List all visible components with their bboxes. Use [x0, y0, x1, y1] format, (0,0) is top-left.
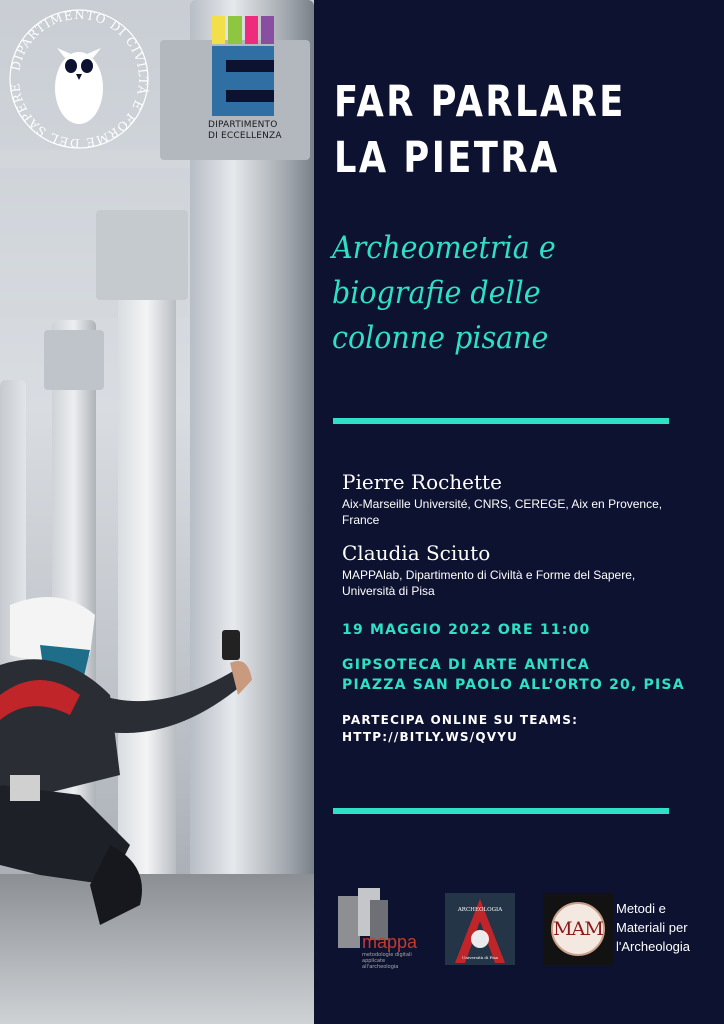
mappa-tagline: metodologie digitali applicate all'archeologia — [362, 952, 412, 970]
color-bar — [212, 16, 225, 44]
event-subtitle — [332, 226, 682, 361]
title-line: FAR PARLARE — [334, 77, 626, 127]
seal-text: DIPARTIMENTO DI CIVILTÀ E FORME DEL SAPERE — [8, 8, 150, 150]
color-bar — [261, 16, 274, 44]
mappa-logo — [334, 886, 426, 970]
climber-figure — [0, 545, 270, 965]
content-panel — [314, 0, 724, 1024]
speaker-name: Claudia Sciuto — [342, 541, 491, 565]
mam-line: Metodi e — [616, 901, 666, 916]
divider-top — [333, 418, 669, 424]
photo-panel — [0, 0, 314, 1024]
mam-logo — [543, 893, 613, 965]
venue-address: PIAZZA SAN PAOLO ALL’ORTO 20, PISA — [342, 677, 685, 693]
column-capital — [96, 210, 188, 300]
arch-label: ARCHEOLOGIA — [457, 907, 503, 913]
department-seal — [8, 8, 150, 150]
title-line: LA PIETRA — [334, 133, 560, 183]
online-link[interactable]: HTTP://BITLY.WS/QVYU — [342, 730, 519, 744]
mam-line: l'Archeologia — [616, 939, 691, 954]
venue-name: GIPSOTECA DI ARTE ANTICA — [342, 657, 590, 673]
speaker-name: Pierre Rochette — [342, 470, 502, 494]
arch-university: Università di Pisa — [462, 955, 498, 960]
divider-bottom — [333, 808, 669, 814]
event-title — [334, 74, 646, 186]
speaker-affiliation: Aix-Marseille Université, CNRS, CEREGE, Aix en Provence, France — [342, 497, 663, 527]
logo-e-mark — [212, 46, 274, 116]
logo-color-bars — [212, 16, 274, 44]
mappa-wordmark: mappa — [362, 932, 418, 952]
color-bar — [228, 16, 241, 44]
subtitle-line: Archeometria e — [332, 230, 556, 266]
speaker-affiliation: MAPPAlab, Dipartimento di Civiltà e Forme del Sapere, Università di Pisa — [342, 568, 636, 598]
subtitle-line: biografie delle — [332, 275, 541, 311]
mam-monogram: MAM — [551, 902, 605, 956]
subtitle-line: colonne pisane — [332, 320, 549, 356]
event-date-time: 19 MAGGIO 2022 ORE 11:00 — [342, 622, 591, 638]
logo-label: DIPARTIMENTO DI ECCELLENZA — [208, 120, 282, 141]
dipartimento-eccellenza-logo — [208, 16, 288, 142]
archeologia-unipi-logo — [445, 893, 515, 965]
online-label: PARTECIPA ONLINE SU TEAMS: — [342, 713, 579, 727]
mam-caption — [616, 899, 724, 956]
mam-line: Materiali per — [616, 920, 688, 935]
column-capital — [44, 330, 104, 390]
color-bar — [245, 16, 258, 44]
